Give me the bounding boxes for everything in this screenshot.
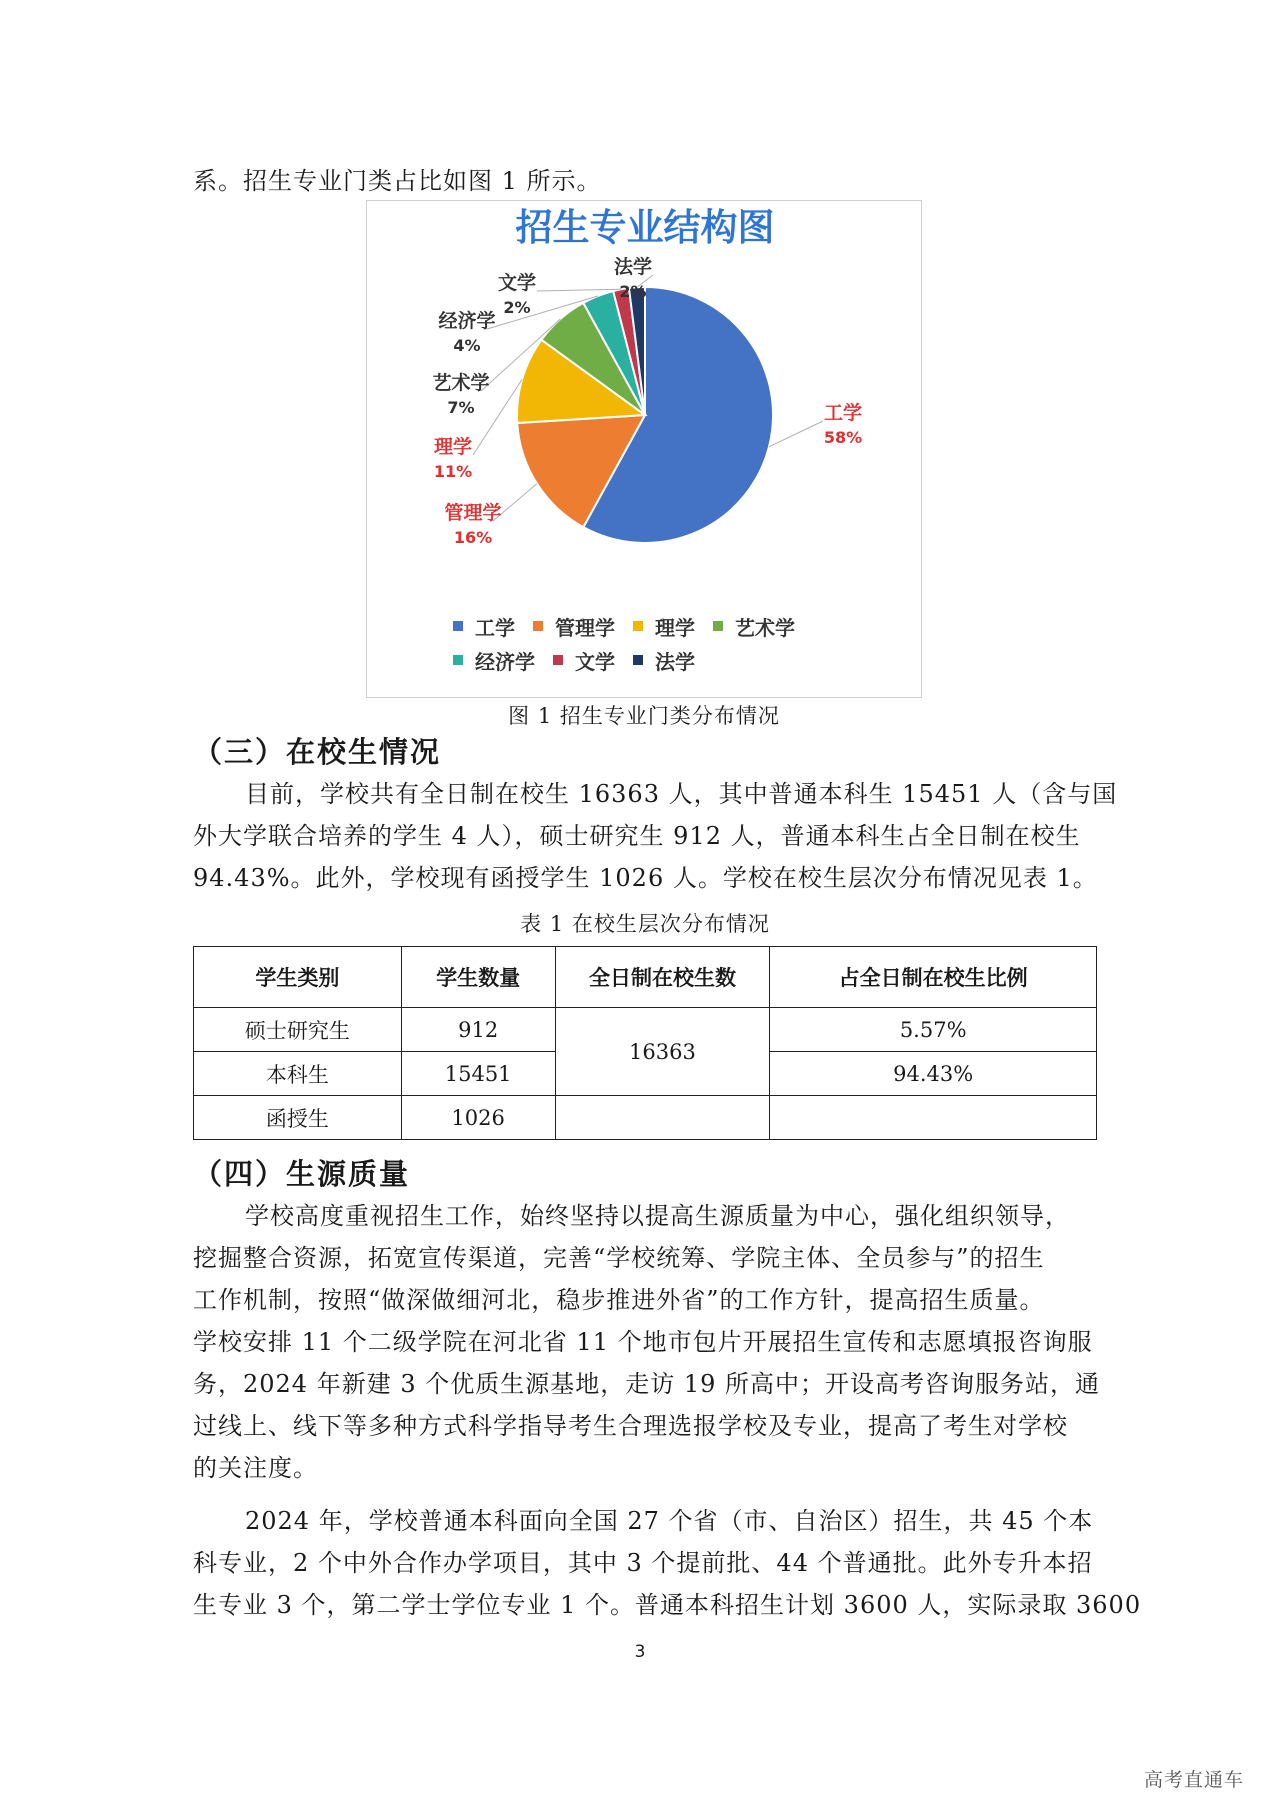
legend-item-3 — [633, 609, 695, 643]
page-number: 3 — [634, 1642, 646, 1662]
table-row — [194, 1008, 1097, 1052]
section4-p1-line-7: 的关注度。 — [193, 1454, 318, 1482]
header-count: 学生数量 — [401, 947, 555, 1008]
section4-paragraph-1 — [193, 1195, 1100, 1489]
section4-p1-line-2: 挖掘整合资源，拓宽宣传渠道，完善“学校统筹、学院主体、全员参与”的招生 — [193, 1244, 1045, 1272]
intro-line: 系。招生专业门类占比如图 1 所示。 — [193, 167, 602, 195]
section3-paragraph — [193, 773, 1117, 899]
section4-p1-line-4: 学校安排 11 个二级学院在河北省 11 个地市包片开展招生宣传和志愿填报咨询服 — [193, 1328, 1093, 1356]
legend-swatch — [553, 655, 563, 665]
cell-category: 本科生 — [194, 1052, 402, 1096]
section4-p2-line-3: 生专业 3 个，第二学士学位专业 1 个。普通本科招生计划 3600 人，实际录取 3600 — [193, 1591, 1142, 1619]
section3-line-1: 目前，学校共有全日制在校生 16363 人，其中普通本科生 15451 人（含与国 — [245, 780, 1118, 808]
cell-empty — [555, 1096, 770, 1140]
pie-chart-figure — [366, 200, 922, 698]
table-header-row — [194, 947, 1097, 1008]
legend-label: 工学 — [475, 615, 515, 640]
cell-count: 15451 — [401, 1052, 555, 1096]
slice-label-2: 管理学 — [444, 502, 502, 524]
slice-value-5: 4% — [453, 336, 481, 355]
slice-label-7: 法学 — [613, 256, 653, 278]
cell-category: 函授生 — [194, 1096, 402, 1140]
legend-swatch — [453, 655, 463, 665]
table-caption: 表 1 在校生层次分布情况 — [520, 912, 770, 936]
slice-value-7: 2% — [619, 282, 647, 301]
cell-ratio: 5.57% — [770, 1008, 1097, 1052]
legend-label: 经济学 — [475, 649, 535, 674]
section3-line-3: 94.43%。此外，学校现有函授学生 1026 人。学校在校生层次分布情况见表 1。 — [193, 864, 1098, 892]
legend-swatch — [713, 621, 723, 631]
section4-p1-line-3: 工作机制，按照“做深做细河北，稳步推进外省”的工作方针，提高招生质量。 — [193, 1286, 1045, 1314]
slice-label-6: 文学 — [497, 272, 537, 294]
figure-caption: 图 1 招生专业门类分布情况 — [508, 704, 780, 728]
legend-label: 文学 — [575, 649, 615, 674]
cell-count: 1026 — [401, 1096, 555, 1140]
legend-label: 法学 — [655, 649, 695, 674]
legend-item-2 — [533, 609, 615, 643]
legend-item-5 — [453, 643, 535, 677]
legend-swatch — [633, 655, 643, 665]
section4-p2-line-2: 科专业，2 个中外合作办学项目，其中 3 个提前批、44 个普通批。此外专升本招 — [193, 1549, 1093, 1577]
section4-p1-line-6: 过线上、线下等多种方式科学指导考生合理选报学校及专业，提高了考生对学校 — [193, 1412, 1068, 1440]
slice-value-3: 11% — [433, 462, 473, 481]
chart-title: 招生专业结构图 — [515, 206, 775, 249]
legend-swatch — [633, 621, 643, 631]
header-fulltime-total: 全日制在校生数 — [555, 947, 770, 1008]
section4-p2-line-1: 2024 年，学校普通本科面向全国 27 个省（市、自治区）招生，共 45 个本 — [245, 1507, 1094, 1535]
slice-label-1: 工学 — [823, 402, 863, 424]
section3-heading: （三）在校生情况 — [193, 735, 442, 769]
slice-label-4: 艺术学 — [432, 372, 490, 394]
legend-item-1 — [453, 609, 515, 643]
section3-line-2: 外大学联合培养的学生 4 人），硕士研究生 912 人，普通本科生占全日制在校生 — [193, 822, 1081, 850]
cell-category: 硕士研究生 — [194, 1008, 402, 1052]
cell-ratio: 94.43% — [770, 1052, 1097, 1096]
cell-ratio — [770, 1096, 1097, 1140]
slice-label-5: 经济学 — [438, 310, 496, 332]
legend-item-6 — [553, 643, 615, 677]
chart-legend — [453, 609, 873, 677]
student-level-table — [193, 946, 1097, 1140]
header-category: 学生类别 — [194, 947, 402, 1008]
watermark: 高考直通车 — [1144, 1769, 1245, 1791]
legend-swatch — [453, 621, 463, 631]
slice-value-2: 16% — [453, 528, 493, 547]
legend-item-7 — [633, 643, 695, 677]
slice-value-6: 2% — [503, 298, 531, 317]
leader-line-6 — [537, 289, 621, 291]
table-row — [194, 1096, 1097, 1140]
legend-item-4 — [713, 609, 795, 643]
section4-p1-line-5: 务，2024 年新建 3 个优质生源基地，走访 19 所高中；开设高考咨询服务站，通 — [193, 1370, 1101, 1398]
cell-fulltime-total: 16363 — [555, 1008, 770, 1096]
section4-paragraph-2 — [193, 1500, 1141, 1626]
slice-value-4: 7% — [447, 398, 475, 417]
slice-label-3: 理学 — [433, 436, 473, 458]
slice-value-1: 58% — [823, 428, 863, 447]
section4-heading: （四）生源质量 — [193, 1157, 411, 1191]
leader-line-1 — [769, 421, 823, 447]
section4-p1-line-1: 学校高度重视招生工作，始终坚持以提高生源质量为中心，强化组织领导， — [245, 1202, 1070, 1230]
legend-label: 管理学 — [555, 615, 615, 640]
header-ratio: 占全日制在校生比例 — [770, 947, 1097, 1008]
legend-swatch — [533, 621, 543, 631]
legend-label: 艺术学 — [735, 615, 795, 640]
legend-label: 理学 — [655, 615, 695, 640]
cell-count: 912 — [401, 1008, 555, 1052]
